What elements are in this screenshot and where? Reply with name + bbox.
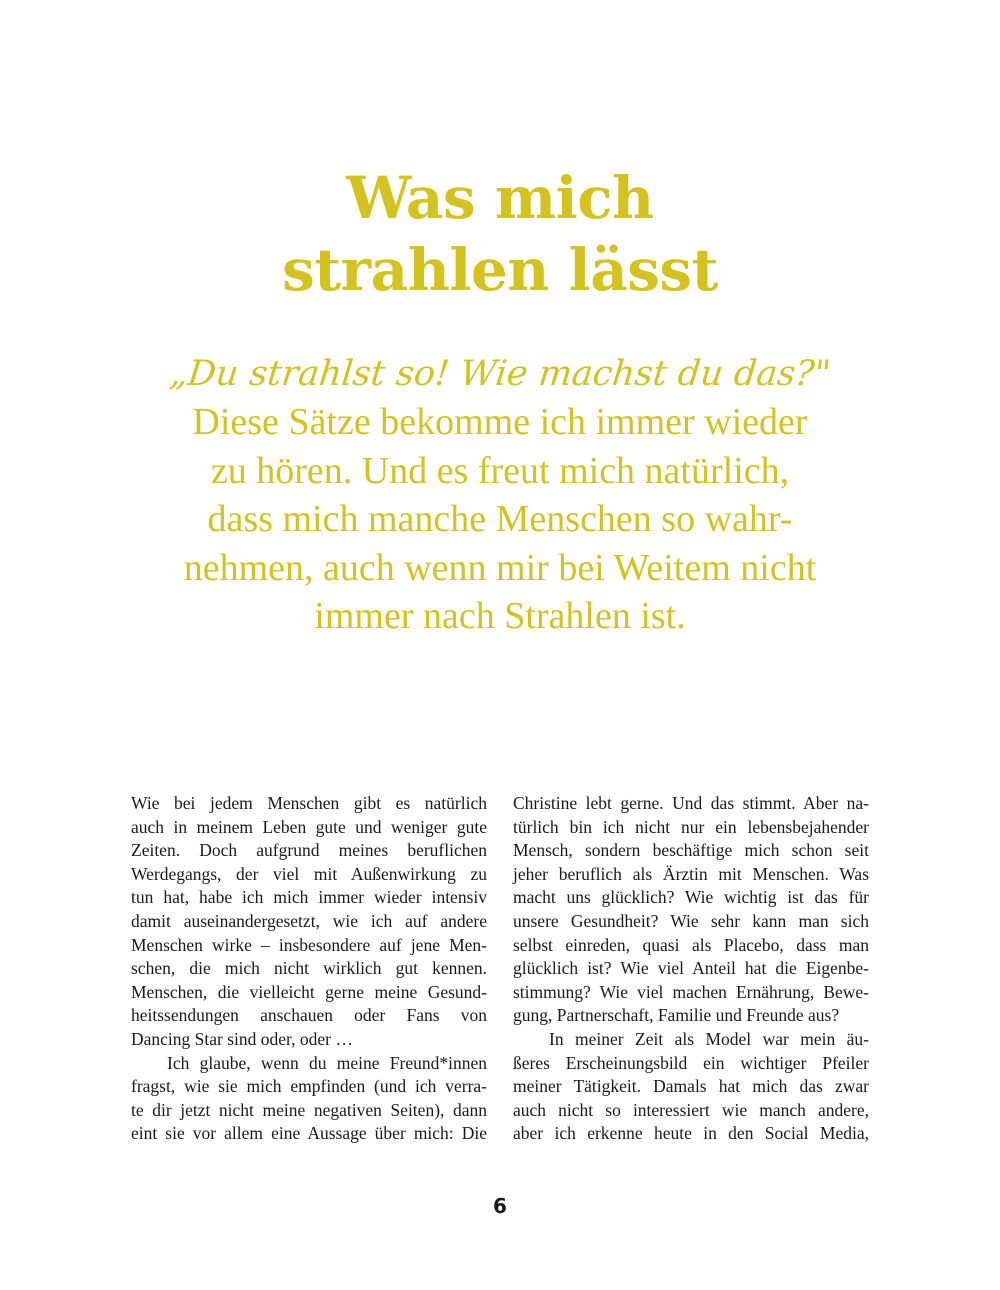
page-title-line-2: strahlen lässt [282,236,718,304]
intro-line: dass mich manche Menschen so wahr- [207,498,793,540]
body-line: fragst, wie sie mich empfinden (und ich verra- [131,1076,487,1097]
intro-paragraph [130,398,870,641]
body-line: Ich glaube, wenn du meine Freund*innen [167,1052,487,1073]
body-line: Mensch, sondern beschäftige mich schon seit [513,840,869,861]
intro-line: Diese Sätze bekomme ich immer wieder [192,401,808,443]
body-line: schen, die mich nicht wirklich gut kennen. [131,958,487,979]
body-line: glücklich ist? Wie viel Anteil hat die Eigenbe- [513,958,869,979]
page-title-line-1: Was mich [346,164,654,232]
body-line: gung, Partnerschaft, Familie und Freunde aus? [513,1005,840,1026]
page-number: 6 [493,1194,507,1218]
body-line: meiner Tätigkeit. Damals hat mich das zwar [513,1076,869,1097]
body-line: Dancing Star sind oder, oder … [131,1028,353,1049]
body-line: eint sie vor allem eine Aussage über mich: Die [131,1123,487,1144]
body-line: Zeiten. Doch aufgrund meines beruflichen [131,840,487,861]
body-line: Menschen wirke – insbesondere auf jene Men- [131,934,487,955]
intro-line: immer nach Strahlen ist. [314,595,686,637]
body-column-left [131,792,487,1146]
body-line: Menschen, die vielleicht gerne meine Gesund- [131,981,487,1002]
body-line: tun hat, habe ich mich immer wieder intensiv [131,887,487,908]
page-title [0,162,1000,306]
body-line: auch in meinem Leben gute und weniger gute [131,816,487,837]
intro-line: zu hören. Und es freut mich natürlich, [210,449,790,492]
body-line: In meiner Zeit als Model war mein äu- [549,1028,869,1049]
intro-line: nehmen, auch wenn mir bei Weitem nicht [183,546,817,589]
body-line: unsere Gesundheit? Wie sehr kann man sich [513,910,869,931]
body-line: macht uns glücklich? Wie wichtig ist das für [513,887,869,908]
body-line: te dir jetzt nicht meine negativen Seiten), dann [131,1099,487,1120]
body-line: selbst einreden, quasi als Placebo, dass man [513,934,869,955]
body-line: Werdegangs, der viel mit Außenwirkung zu [131,863,487,884]
body-line: Wie bei jedem Menschen gibt es natürlich [131,793,487,813]
body-line: Christine lebt gerne. Und das stimmt. Aber na- [513,793,869,813]
handwritten-quote: „Du strahlst so! Wie machst du das?" [167,354,833,394]
body-line: ßeres Erscheinungsbild ein wichtiger Pfeiler [513,1052,869,1073]
body-line: stimmung? Wie viel machen Ernährung, Bewe- [513,981,869,1002]
body-line: türlich bin ich nicht nur ein lebensbejahender [513,816,869,837]
body-line: jeher beruflich als Ärztin mit Menschen. Was [513,863,869,884]
body-line: heitssendungen anschauen oder Fans von [131,1005,487,1026]
body-line: damit auseinandergesetzt, wie ich auf andere [131,910,487,931]
body-line: aber ich erkenne heute in den Social Media, [513,1123,869,1144]
body-column-right [513,792,869,1146]
body-line: auch nicht so interessiert wie manch andere, [513,1099,869,1120]
